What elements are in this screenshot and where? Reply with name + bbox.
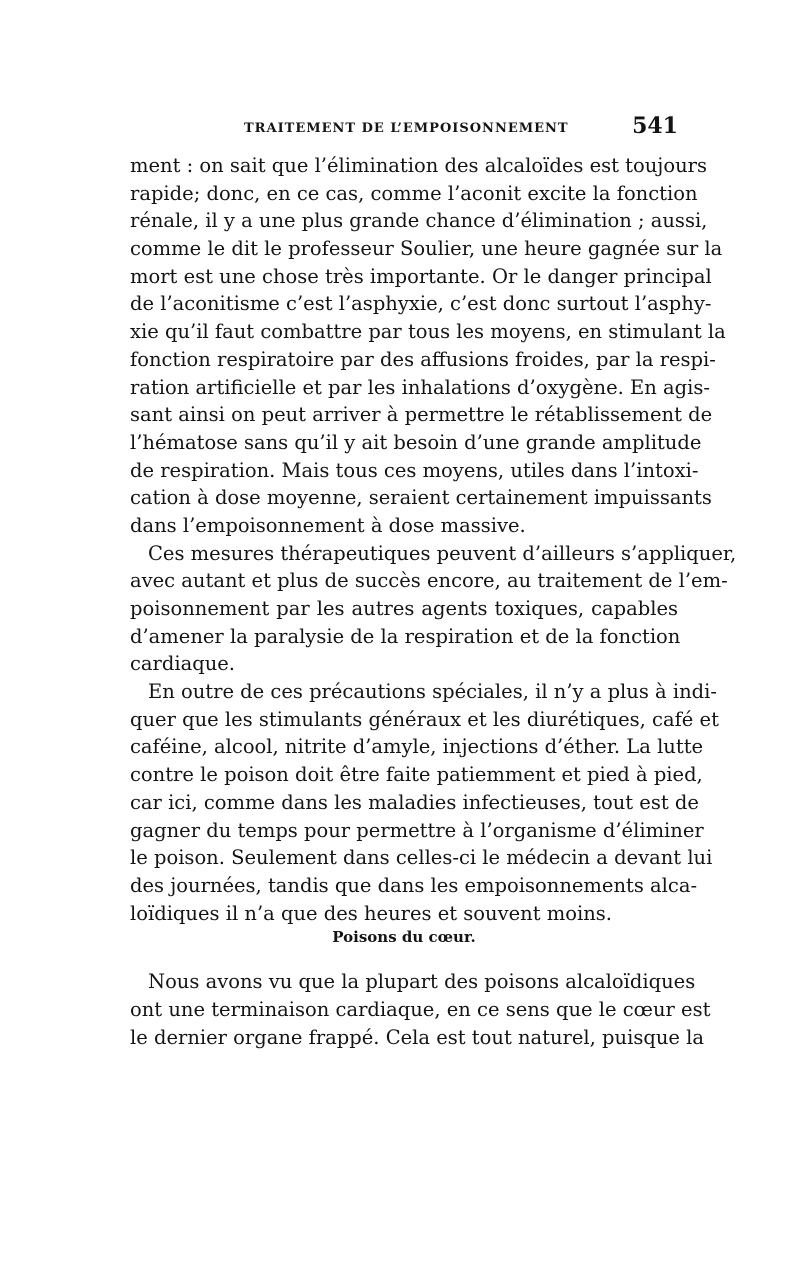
- text-line: de respiration. Mais tous ces moyens, utiles dans l’intoxi-: [130, 458, 699, 482]
- text-line: quer que les stimulants généraux et les diurétiques, café et: [130, 707, 719, 731]
- text-line: loïdiques il n’a que des heures et souvent moins.: [130, 901, 612, 925]
- text-line: cation à dose moyenne, seraient certainement impuissants: [130, 486, 712, 510]
- text-line: comme le dit le professeur Soulier, une heure gagnée sur la: [130, 237, 723, 261]
- text-line: ration artificielle et par les inhalations d’oxygène. En agis-: [130, 375, 710, 399]
- text-line: cardiaque.: [130, 652, 235, 676]
- text-line: l’hématose sans qu’il y ait besoin d’une grande amplitude: [130, 430, 702, 454]
- running-title: TRAITEMENT DE L’EMPOISONNEMENT: [244, 121, 569, 136]
- text-line: d’amener la paralysie de la respiration et de la fonction: [130, 624, 681, 648]
- text-line: En outre de ces précautions spéciales, il n’y a plus à indi-: [148, 680, 717, 704]
- text-line: fonction respiratoire par des affusions froides, par la respi-: [130, 347, 716, 371]
- text-line: contre le poison doit être faite patiemment et pied à pied,: [130, 763, 703, 787]
- text-line: caféine, alcool, nitrite d’amyle, injections d’éther. La lutte: [130, 735, 704, 759]
- text-line: mort est une chose très importante. Or le danger principal: [130, 264, 712, 288]
- text-line: poisonnement par les autres agents toxiques, capables: [130, 597, 678, 620]
- text-line: rénale, il y a une plus grande chance d’élimination ; aussi,: [130, 209, 708, 233]
- text-line: car ici, comme dans les maladies infectieuses, tout est de: [130, 790, 699, 814]
- text-line: des journées, tandis que dans les empoisonnements alca-: [130, 873, 698, 897]
- section-body-text: [130, 968, 711, 1052]
- page-number: 541: [632, 113, 678, 139]
- text-line: rapide; donc, en ce cas, comme l’aconit excite la fonction: [130, 181, 698, 205]
- text-line: gagner du temps pour permettre à l’organisme d’éliminer: [130, 818, 704, 842]
- text-line: le poison. Seulement dans celles-ci le médecin a devant lui: [130, 846, 713, 870]
- section-heading: Poisons du cœur.: [332, 928, 476, 946]
- text-line: Ces mesures thérapeutiques peuvent d’ailleurs s’appliquer,: [148, 541, 737, 565]
- text-line: Nous avons vu que la plupart des poisons alcaloïdiques: [148, 970, 696, 993]
- text-line: dans l’empoisonnement à dose massive.: [130, 513, 526, 537]
- text-line: ont une terminaison cardiaque, en ce sens que le cœur est: [130, 998, 711, 1021]
- body-text: [130, 152, 737, 927]
- text-line: sant ainsi on peut arriver à permettre le rétablissement de: [130, 403, 713, 427]
- page-header: [130, 113, 678, 149]
- text-line: xie qu’il faut combattre par tous les moyens, en stimulant la: [130, 320, 726, 344]
- text-line: avec autant et plus de succès encore, au traitement de l’em-: [130, 569, 728, 593]
- text-line: le dernier organe frappé. Cela est tout naturel, puisque la: [130, 1026, 704, 1049]
- text-line: de l’aconitisme c’est l’asphyxie, c’est donc surtout l’asphy-: [130, 292, 712, 316]
- text-line: ment : on sait que l’élimination des alcaloïdes est toujours: [130, 154, 707, 177]
